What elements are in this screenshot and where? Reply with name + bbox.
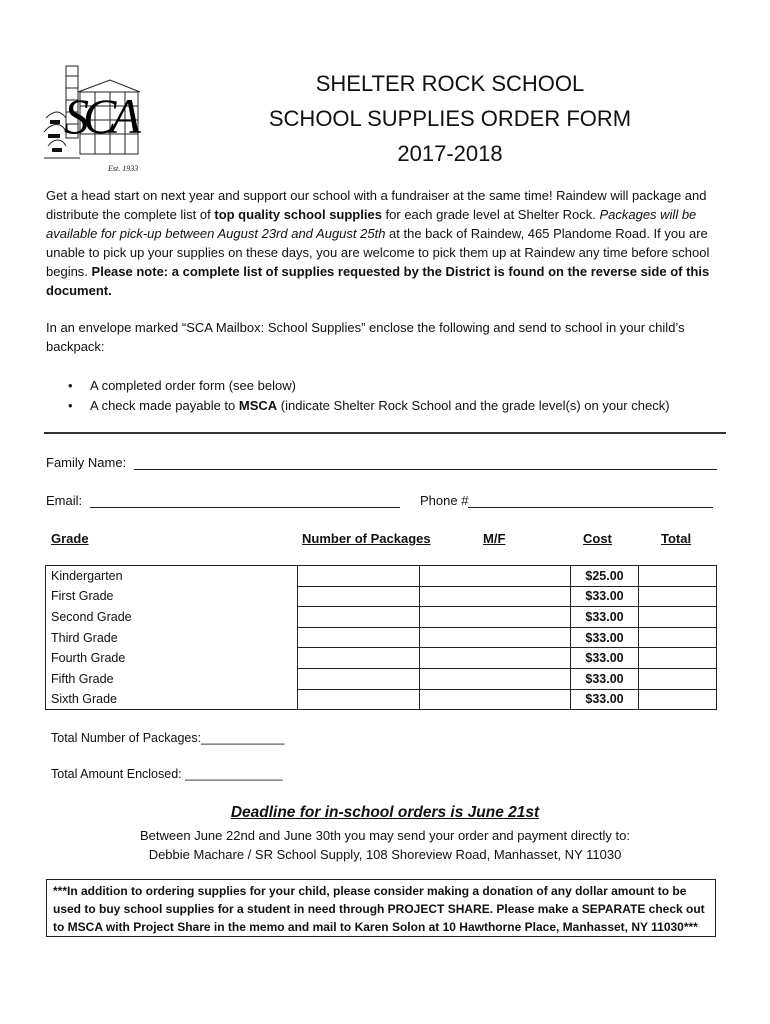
table-row <box>46 627 717 648</box>
total-input[interactable] <box>639 689 717 710</box>
envelope-instructions: In an envelope marked “SCA Mailbox: School Supplies” enclose the following and send to school in your child’s backpack: <box>46 320 685 354</box>
mf-input[interactable] <box>420 668 571 689</box>
intro-pickup-dates: Packages will be available for pick-up between August 23rd and August 25th <box>46 207 697 241</box>
bullet-check-text: A check made payable to <box>90 398 239 413</box>
email-field[interactable] <box>90 493 400 508</box>
cost-cell: $33.00 <box>571 668 639 689</box>
project-share-text: ***In addition to ordering supplies for your child, please consider making a donation of any dollar amount to be used to buy school supplies for a student in need through PROJECT SHARE. Please make a SEPARATE check out to MSCA with Project Share in the memo and mail to Karen Solon at 10 Hawthorne Place, Manhasset, NY 11030*** <box>53 884 705 934</box>
cost-cell: $33.00 <box>571 586 639 607</box>
cost-cell: $33.00 <box>571 648 639 669</box>
form-title: SCHOOL SUPPLIES ORDER FORM <box>268 106 632 131</box>
logo-letters: SCA <box>64 88 135 144</box>
school-year: 2017-2018 <box>397 141 503 166</box>
direct-order-line-1: Between June 22nd and June 30th you may send your order and payment directly to: <box>140 828 630 843</box>
email-row <box>46 493 400 508</box>
table-row <box>46 607 717 628</box>
packages-input[interactable] <box>298 586 420 607</box>
table-row <box>46 689 717 710</box>
mf-input[interactable] <box>420 627 571 648</box>
cost-cell: $25.00 <box>571 566 639 587</box>
cost-cell: $33.00 <box>571 627 639 648</box>
grade-cell: Second Grade <box>46 607 298 628</box>
packages-input[interactable] <box>298 689 420 710</box>
grade-cell: Sixth Grade <box>46 689 298 710</box>
deadline-heading: Deadline for in-school orders is June 21st <box>230 804 540 821</box>
table-row <box>46 586 717 607</box>
family-name-label: Family Name: <box>46 455 127 470</box>
list-item <box>68 376 670 396</box>
total-input[interactable] <box>639 627 717 648</box>
total-input[interactable] <box>639 566 717 587</box>
grade-cell: First Grade <box>46 586 298 607</box>
direct-order-address: Debbie Machare / SR School Supply, 108 Shoreview Road, Manhasset, NY 11030 <box>148 847 622 862</box>
family-name-field[interactable] <box>134 455 717 470</box>
phone-field[interactable] <box>468 493 713 508</box>
total-input[interactable] <box>639 607 717 628</box>
table-row <box>46 566 717 587</box>
bullet-check-payee: MSCA <box>238 398 278 413</box>
header-grade: Grade <box>51 531 89 546</box>
intro-text-1: Get a head start on next year and support our school with a fundraiser at the same time! Raindew will package and distribute the complete list of <box>46 188 707 222</box>
direct-order-info <box>0 826 770 864</box>
logo-est: Est. 1933 <box>108 164 139 173</box>
section-divider <box>44 432 726 434</box>
enclosure-list <box>68 376 670 416</box>
cost-cell: $33.00 <box>571 607 639 628</box>
mf-input[interactable] <box>420 607 571 628</box>
phone-row <box>420 493 713 508</box>
bullet-check-note: (indicate Shelter Rock School and the grade level(s) on your check) <box>277 398 670 413</box>
intro-note: Please note: a complete list of supplies requested by the District is found on the reverse side of this document. <box>46 264 710 298</box>
phone-label: Phone # <box>420 493 469 508</box>
cost-cell: $33.00 <box>571 689 639 710</box>
header-total: Total <box>661 531 692 546</box>
intro-text-2: for each grade level at Shelter Rock. <box>381 207 600 222</box>
grade-cell: Fourth Grade <box>46 648 298 669</box>
packages-input[interactable] <box>298 668 420 689</box>
header-packages: Number of Packages <box>302 531 431 546</box>
mf-input[interactable] <box>420 566 571 587</box>
grade-cell: Fifth Grade <box>46 668 298 689</box>
intro-text-3: at the back of Raindew, 465 Plandome Road. If you are unable to pick up your supplies on these days, you are welcome to pick them up at Raindew any time before school begins. <box>46 226 710 279</box>
mf-input[interactable] <box>420 586 571 607</box>
intro-paragraph <box>46 186 736 300</box>
header-mf: M/F <box>483 531 506 546</box>
family-name-row <box>46 455 717 470</box>
project-share-box <box>46 879 716 937</box>
total-packages[interactable]: Total Number of Packages:____________ <box>51 731 285 745</box>
table-row <box>46 648 717 669</box>
bullet-order-form: A completed order form (see below) <box>90 378 296 393</box>
header-cost: Cost <box>583 531 612 546</box>
mf-input[interactable] <box>420 648 571 669</box>
total-amount[interactable]: Total Amount Enclosed: ______________ <box>51 767 283 781</box>
total-input[interactable] <box>639 586 717 607</box>
total-input[interactable] <box>639 648 717 669</box>
intro-bold-1: top quality school supplies <box>214 207 382 222</box>
list-item <box>68 396 670 416</box>
table-row <box>46 668 717 689</box>
packages-input[interactable] <box>298 607 420 628</box>
email-label: Email: <box>46 493 83 508</box>
mf-input[interactable] <box>420 689 571 710</box>
packages-input[interactable] <box>298 627 420 648</box>
school-name: SHELTER ROCK SCHOOL <box>315 71 585 96</box>
grade-cell: Third Grade <box>46 627 298 648</box>
packages-input[interactable] <box>298 648 420 669</box>
grade-cell: Kindergarten <box>46 566 298 587</box>
page-title <box>250 66 650 171</box>
packages-input[interactable] <box>298 566 420 587</box>
order-table <box>45 565 717 710</box>
total-input[interactable] <box>639 668 717 689</box>
